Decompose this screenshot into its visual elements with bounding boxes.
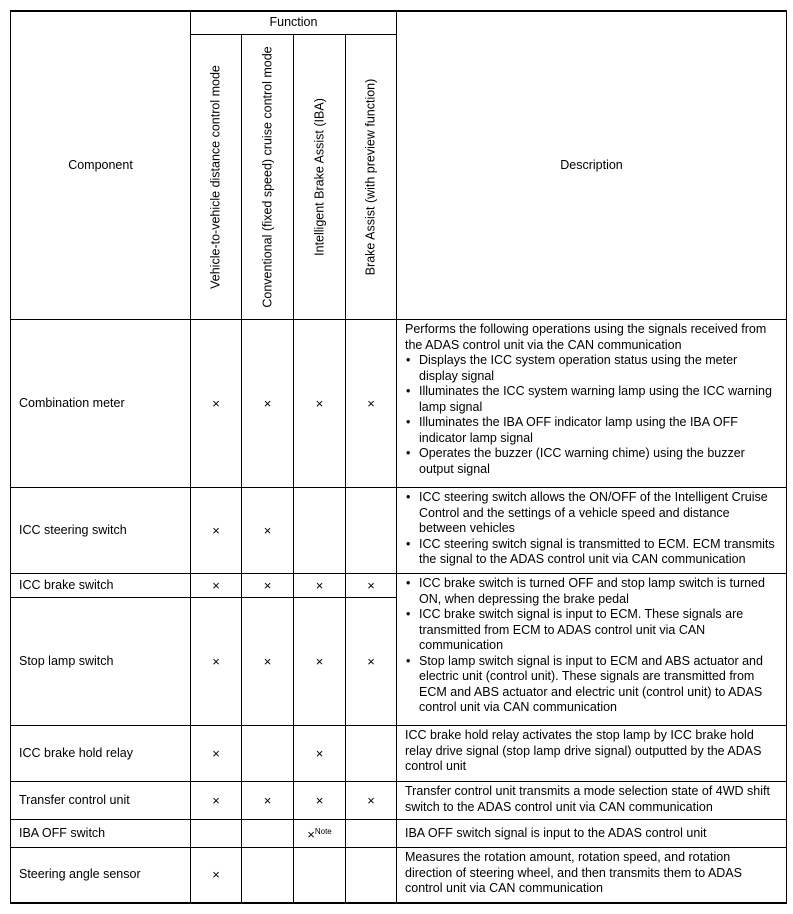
description-intro: Performs the following operations using the signals received from the ADAS control unit via the CAN communication [405, 322, 767, 352]
function-mark-empty [242, 726, 294, 782]
component-name: ICC brake hold relay [11, 726, 191, 782]
description-bullet: • Displays the ICC system operation status using the meter display signal [405, 353, 778, 384]
function-mark: × [294, 574, 346, 598]
table-row [11, 488, 787, 574]
function-mark: × [191, 488, 242, 574]
component-name: ICC steering switch [11, 488, 191, 574]
component-description: IBA OFF switch signal is input to the ADAS control unit [397, 820, 787, 848]
function-mark: × [191, 782, 242, 820]
function-mark: × [346, 782, 397, 820]
function-mark: × [191, 848, 242, 903]
function-mark-empty [294, 488, 346, 574]
component-description [397, 574, 787, 726]
description-bullet: • Operates the buzzer (ICC warning chime) using the buzzer output signal [405, 446, 778, 477]
function-mark: × [346, 574, 397, 598]
function-header-distance-control: Vehicle-to-vehicle distance control mode [191, 35, 242, 320]
function-mark: × [242, 598, 294, 726]
component-name: Combination meter [11, 320, 191, 488]
function-mark-symbol: × [307, 827, 315, 843]
function-mark: × [242, 488, 294, 574]
description-list [405, 576, 778, 716]
function-mark-empty [346, 820, 397, 848]
component-function-table [10, 10, 787, 904]
function-mark-empty [346, 726, 397, 782]
function-mark: × [242, 320, 294, 488]
function-mark-empty [191, 820, 242, 848]
function-mark: × [346, 320, 397, 488]
function-mark-with-note [294, 820, 346, 848]
function-mark-empty [242, 848, 294, 903]
function-header-brake-assist: Brake Assist (with preview function) [346, 35, 397, 320]
description-bullet: • ICC steering switch signal is transmitted to ECM. ECM transmits the signal to the ADAS control unit via CAN communication [405, 537, 778, 568]
header-row [11, 11, 787, 35]
component-description: ICC brake hold relay activates the stop lamp by ICC brake hold relay drive signal (stop lamp drive signal) outputted by the ADAS control unit [397, 726, 787, 782]
table-row [11, 726, 787, 782]
function-header-cruise-control: Conventional (fixed speed) cruise control mode [242, 35, 294, 320]
component-description: Measures the rotation amount, rotation speed, and rotation direction of steering wheel, and then transmits them to ADAS control unit via CAN communication [397, 848, 787, 903]
function-mark: × [294, 320, 346, 488]
function-mark: × [294, 726, 346, 782]
table-row [11, 574, 787, 598]
function-header: Function [191, 11, 397, 35]
function-mark: × [242, 574, 294, 598]
component-name: IBA OFF switch [11, 820, 191, 848]
function-mark: × [294, 782, 346, 820]
component-header: Component [11, 11, 191, 320]
function-mark-empty [346, 488, 397, 574]
description-header: Description [397, 11, 787, 320]
description-list [405, 490, 778, 568]
table-row [11, 848, 787, 903]
description-bullet: • ICC brake switch signal is input to ECM. These signals are transmitted from ECM to ADAS control unit via CAN communication [405, 607, 778, 654]
component-name: ICC brake switch [11, 574, 191, 598]
function-mark: × [294, 598, 346, 726]
function-mark: × [242, 782, 294, 820]
note-reference: Note [314, 827, 332, 837]
description-bullet: • ICC brake switch is turned OFF and stop lamp switch is turned ON, when depressing the brake pedal [405, 576, 778, 607]
table-row [11, 782, 787, 820]
component-table-wrapper [10, 10, 787, 904]
component-name: Steering angle sensor [11, 848, 191, 903]
component-name: Stop lamp switch [11, 598, 191, 726]
function-mark: × [191, 726, 242, 782]
component-description [397, 488, 787, 574]
description-bullet: • Illuminates the IBA OFF indicator lamp using the IBA OFF indicator lamp signal [405, 415, 778, 446]
function-mark: × [346, 598, 397, 726]
function-header-iba: Intelligent Brake Assist (IBA) [294, 35, 346, 320]
description-bullet: • Stop lamp switch signal is input to ECM and ABS actuator and electric unit (control unit). These signals are transmitted from ECM and ABS actuator and electric unit (control unit) to ADAS control unit via CAN communication [405, 654, 778, 716]
description-bullet: • ICC steering switch allows the ON/OFF of the Intelligent Cruise Control and the settings of a vehicle speed and distance between vehicles [405, 490, 778, 537]
function-mark-empty [346, 848, 397, 903]
function-mark-empty [294, 848, 346, 903]
function-mark: × [191, 320, 242, 488]
component-description: Transfer control unit transmits a mode selection state of 4WD shift switch to the ADAS control unit via CAN communication [397, 782, 787, 820]
description-list [405, 353, 778, 477]
component-description [397, 320, 787, 488]
description-bullet: • Illuminates the ICC system warning lamp using the ICC warning lamp signal [405, 384, 778, 415]
function-mark-empty [242, 820, 294, 848]
function-mark: × [191, 598, 242, 726]
component-name: Transfer control unit [11, 782, 191, 820]
table-row [11, 320, 787, 488]
table-row [11, 820, 787, 848]
function-mark: × [191, 574, 242, 598]
